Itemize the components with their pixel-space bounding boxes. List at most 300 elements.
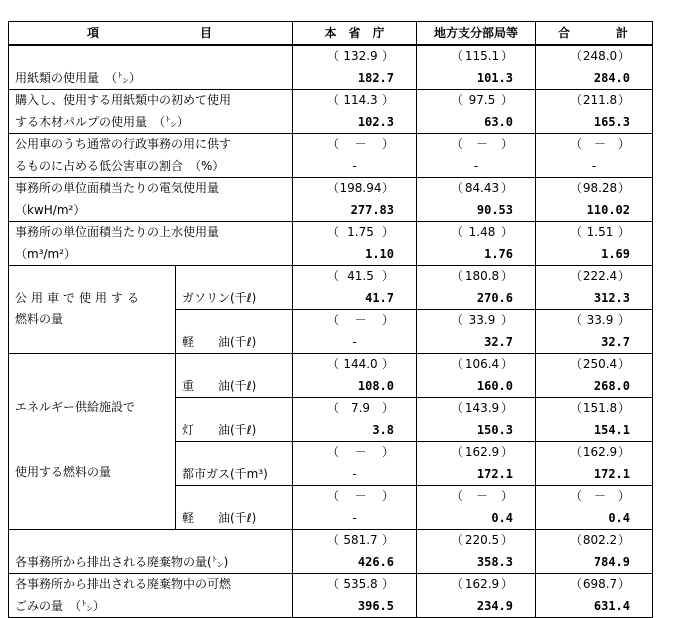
paren-close: ） <box>500 137 513 151</box>
value: 631.4 <box>593 598 630 613</box>
value: 284.0 <box>593 70 630 85</box>
paren-value <box>293 442 416 464</box>
paren-open: （ <box>327 137 340 151</box>
value: 63.0 <box>484 114 513 129</box>
value: - <box>352 466 357 481</box>
value: 110.02 <box>586 202 630 217</box>
paren-number: 698.7 <box>582 577 618 591</box>
paren-close: ） <box>381 269 394 283</box>
paren-close: ） <box>500 445 513 459</box>
paren-open: （ <box>451 225 464 239</box>
paren-number: 802.2 <box>582 533 618 547</box>
row-label-line2: （m³/m²） <box>15 246 77 261</box>
sub-label <box>176 442 293 486</box>
paren-value <box>417 574 535 596</box>
value-cell <box>417 398 536 442</box>
paren-open: （ <box>570 181 583 195</box>
paren-open: （ <box>327 445 340 459</box>
paren-value <box>536 222 652 244</box>
value: - <box>473 158 479 173</box>
group-label-line: 公用車で使用する <box>15 290 144 305</box>
paren-close: ） <box>381 401 394 415</box>
sub-label <box>176 266 293 310</box>
header-honsho: 本 省 庁 <box>293 22 417 46</box>
group-label-line <box>9 354 175 376</box>
sub-spacer <box>176 354 292 376</box>
paren-open: （ <box>570 401 583 415</box>
value-cell <box>536 530 653 574</box>
table-body <box>9 45 653 618</box>
value-cell <box>293 178 417 222</box>
paren-close: ） <box>500 181 513 195</box>
paren-close: ） <box>617 49 630 63</box>
paren-open: （ <box>570 93 583 107</box>
paren-close: ） <box>381 445 394 459</box>
paren-value <box>536 574 652 596</box>
sub-label <box>176 486 293 530</box>
paren-open: （ <box>327 49 340 63</box>
value-cell <box>293 574 417 618</box>
value: 182.7 <box>357 70 394 85</box>
paren-value <box>536 266 652 288</box>
group-label-line: エネルギー供給施設で <box>15 400 136 414</box>
paren-number: － <box>475 489 488 503</box>
value: 784.9 <box>593 554 630 569</box>
paren-open: （ <box>327 269 340 283</box>
header-item-left: 項 <box>87 26 100 40</box>
value-cell <box>536 574 653 618</box>
paren-value <box>536 398 652 420</box>
paren-close: ） <box>617 489 630 503</box>
value-cell <box>293 530 417 574</box>
sub-spacer <box>176 310 292 332</box>
paren-open: （ <box>570 357 583 371</box>
paren-open: （ <box>327 357 340 371</box>
value: 1.69 <box>601 246 630 261</box>
paren-value <box>417 134 535 156</box>
paren-number: 106.4 <box>464 357 500 371</box>
paren-open: （ <box>570 225 583 239</box>
sub-name: 灯 油(千ℓ) <box>182 422 257 437</box>
paren-open: （ <box>327 313 340 327</box>
paren-number: 162.9 <box>582 445 618 459</box>
row-label-line2: るものに占める低公害車の割合 （%） <box>15 158 225 173</box>
data-table <box>8 21 653 618</box>
paren-value <box>293 178 416 200</box>
sub-label <box>176 354 293 398</box>
group-label <box>9 266 176 354</box>
paren-open: （ <box>451 577 464 591</box>
value: 358.3 <box>476 554 513 569</box>
sub-label <box>176 398 293 442</box>
value-cell <box>536 178 653 222</box>
value: 101.3 <box>476 70 513 85</box>
group-label-line: 使用する燃料の量 <box>15 464 112 479</box>
header-gokei-left: 合 <box>558 26 571 40</box>
value: 150.3 <box>476 422 513 437</box>
paren-open: （ <box>327 225 340 239</box>
sub-label <box>176 310 293 354</box>
sub-name: ガソリン(千ℓ) <box>182 290 257 305</box>
paren-number: 115.1 <box>464 49 500 63</box>
value-cell <box>536 486 653 530</box>
paren-number: 98.28 <box>582 181 618 195</box>
paren-close: ） <box>381 225 394 239</box>
row-label-line2: （kwH/m²） <box>15 202 86 217</box>
paren-number: 222.4 <box>582 269 618 283</box>
paren-close: ） <box>617 445 630 459</box>
paren-close: ） <box>381 93 394 107</box>
row-label <box>9 530 293 574</box>
value-cell <box>293 45 417 90</box>
value-cell <box>293 90 417 134</box>
value-cell <box>417 310 536 354</box>
value-cell <box>417 90 536 134</box>
group-label-line <box>9 331 175 353</box>
sub-name: 軽 油(千ℓ) <box>182 510 257 525</box>
paren-number: － <box>593 137 606 151</box>
row-label <box>9 574 293 618</box>
value-cell <box>536 134 653 178</box>
paren-close: ） <box>500 313 513 327</box>
table-row <box>9 530 653 574</box>
paren-number: 97.5 <box>468 93 496 107</box>
row-label <box>9 90 293 134</box>
paren-close: ） <box>617 137 630 151</box>
value-cell <box>536 442 653 486</box>
paren-value <box>536 354 652 376</box>
value-cell <box>293 134 417 178</box>
paren-number: － <box>354 445 367 459</box>
group-label-line <box>9 483 175 505</box>
paren-number: 220.5 <box>464 533 500 547</box>
paren-number: 180.8 <box>464 269 500 283</box>
value-cell <box>536 90 653 134</box>
value-cell <box>417 266 536 310</box>
row-label-line1: 各事務所から排出される廃棄物中の可燃 <box>15 577 232 591</box>
paren-number: 132.9 <box>343 49 378 63</box>
value: 32.7 <box>484 334 513 349</box>
paren-value <box>293 486 416 508</box>
paren-number: 1.48 <box>468 225 496 239</box>
table-row <box>9 178 653 222</box>
paren-close: ） <box>617 181 630 195</box>
paren-number: 248.0 <box>582 49 618 63</box>
paren-value <box>536 134 652 156</box>
value: - <box>352 510 357 525</box>
paren-value <box>417 310 535 332</box>
value-cell <box>536 266 653 310</box>
value-cell <box>536 398 653 442</box>
paren-value <box>417 398 535 420</box>
paren-number: 114.3 <box>343 93 378 107</box>
paren-close: ） <box>381 489 394 503</box>
paren-number: 1.75 <box>347 225 374 239</box>
paren-number: 250.4 <box>582 357 618 371</box>
paren-open: （ <box>570 137 583 151</box>
value: - <box>352 158 357 173</box>
group-label-line: 燃料の量 <box>15 312 64 326</box>
paren-number: 84.43 <box>464 181 500 195</box>
paren-value <box>293 354 416 376</box>
value: 234.9 <box>476 598 513 613</box>
value: 0.4 <box>491 510 513 525</box>
paren-number: 198.94 <box>339 181 382 195</box>
paren-close: ） <box>617 93 630 107</box>
paren-value <box>536 530 652 552</box>
group-label-line <box>9 419 175 441</box>
paren-open: （ <box>327 489 340 503</box>
paren-close: ） <box>381 313 394 327</box>
paren-open: （ <box>570 269 583 283</box>
paren-value <box>293 530 416 552</box>
paren-close: ） <box>617 533 630 547</box>
paren-open: （ <box>451 93 464 107</box>
paren-open: （ <box>451 445 464 459</box>
paren-close: ） <box>617 225 630 239</box>
value: 270.6 <box>476 290 513 305</box>
value: 3.8 <box>372 422 394 437</box>
row-label-line1 <box>9 530 292 552</box>
table-row <box>9 266 653 310</box>
header-gokei-right: 計 <box>615 26 628 40</box>
paren-close: ） <box>500 93 513 107</box>
value: 165.3 <box>593 114 630 129</box>
paren-open: （ <box>570 445 583 459</box>
value: 0.4 <box>608 510 630 525</box>
paren-close: ） <box>500 269 513 283</box>
paren-value <box>293 310 416 332</box>
paren-open: （ <box>451 49 464 63</box>
group-label <box>9 354 176 530</box>
paren-open: （ <box>451 401 464 415</box>
value: 102.3 <box>357 114 394 129</box>
paren-value <box>417 178 535 200</box>
paren-value <box>536 46 652 68</box>
value-cell <box>417 486 536 530</box>
paren-close: ） <box>381 357 394 371</box>
row-label <box>9 45 293 90</box>
row-label-line1: 事務所の単位面積当たりの電気使用量 <box>15 181 220 195</box>
row-label-line1: 購入し、使用する用紙類中の初めて使用 <box>15 93 232 107</box>
header-row <box>9 22 653 46</box>
paren-value <box>293 46 416 68</box>
value-cell <box>293 398 417 442</box>
paren-close: ） <box>500 357 513 371</box>
row-label-line1 <box>9 46 292 68</box>
paren-value <box>536 486 652 508</box>
paren-value <box>536 310 652 332</box>
value: 172.1 <box>476 466 513 481</box>
header-chiho: 地方支分部局等 <box>417 22 536 46</box>
paren-number: － <box>354 313 367 327</box>
row-label-line2: ごみの量 （㌧） <box>15 598 106 613</box>
value-cell <box>293 442 417 486</box>
paren-open: （ <box>451 137 464 151</box>
paren-value <box>536 90 652 112</box>
paren-value <box>417 266 535 288</box>
paren-number: 535.8 <box>343 577 378 591</box>
paren-close: ） <box>617 269 630 283</box>
paren-open: （ <box>451 313 464 327</box>
group-label-line <box>9 440 175 462</box>
value: - <box>591 158 597 173</box>
paren-number: 1.51 <box>586 225 614 239</box>
row-label <box>9 222 293 266</box>
paren-close: ） <box>617 313 630 327</box>
value-cell <box>293 354 417 398</box>
paren-number: 33.9 <box>586 313 614 327</box>
group-label-line <box>9 266 175 288</box>
paren-close: ） <box>381 137 394 151</box>
paren-close: ） <box>500 49 513 63</box>
paren-open: （ <box>451 533 464 547</box>
paren-number: 162.9 <box>464 445 500 459</box>
sub-spacer <box>176 266 292 288</box>
paren-open: （ <box>327 93 340 107</box>
paren-value <box>417 530 535 552</box>
value-cell <box>536 354 653 398</box>
sub-spacer <box>176 442 292 464</box>
paren-close: ） <box>381 533 394 547</box>
paren-value <box>293 398 416 420</box>
paren-open: （ <box>570 577 583 591</box>
paren-value <box>293 90 416 112</box>
value: 108.0 <box>357 378 394 393</box>
header-item-right: 目 <box>199 26 212 40</box>
value-cell <box>417 354 536 398</box>
value-cell <box>417 530 536 574</box>
paren-open: （ <box>570 313 583 327</box>
paren-close: ） <box>500 577 513 591</box>
value: 1.10 <box>365 246 394 261</box>
value: 1.76 <box>484 246 513 261</box>
row-label-line2: する木材パルプの使用量 （㌧） <box>15 114 190 129</box>
paren-open: （ <box>327 181 340 195</box>
paren-value <box>417 442 535 464</box>
paren-value <box>536 178 652 200</box>
paren-number: 581.7 <box>343 533 378 547</box>
paren-close: ） <box>617 401 630 415</box>
value-cell <box>293 310 417 354</box>
value-cell <box>417 178 536 222</box>
paren-number: 162.9 <box>464 577 500 591</box>
value: 90.53 <box>476 202 513 217</box>
sub-name: 軽 油(千ℓ) <box>182 334 257 349</box>
value: 32.7 <box>601 334 630 349</box>
value-cell <box>417 45 536 90</box>
paren-open: （ <box>570 489 583 503</box>
value: 277.83 <box>350 202 394 217</box>
paren-open: （ <box>327 401 340 415</box>
paren-close: ） <box>381 49 394 63</box>
paren-open: （ <box>327 577 340 591</box>
sub-spacer <box>176 486 292 508</box>
value: 160.0 <box>476 378 513 393</box>
row-label-line2: 各事務所から排出される廃棄物の量(㌧) <box>15 554 229 569</box>
paren-value <box>293 266 416 288</box>
paren-close: ） <box>500 225 513 239</box>
value-cell <box>293 266 417 310</box>
paren-number: 41.5 <box>347 269 374 283</box>
value-cell <box>417 442 536 486</box>
paren-close: ） <box>617 357 630 371</box>
value: 41.7 <box>365 290 394 305</box>
paren-number: 144.0 <box>343 357 378 371</box>
sub-name: 都市ガス(千m³) <box>182 466 268 481</box>
paren-value <box>417 354 535 376</box>
paren-close: ） <box>381 577 394 591</box>
sub-name: 重 油(千ℓ) <box>182 378 257 393</box>
paren-open: （ <box>570 533 583 547</box>
paren-close: ） <box>500 401 513 415</box>
group-label-line <box>9 505 175 527</box>
value: 396.5 <box>357 598 394 613</box>
paren-close: ） <box>617 577 630 591</box>
table-row <box>9 45 653 90</box>
paren-value <box>536 442 652 464</box>
value: 154.1 <box>593 422 630 437</box>
table-row <box>9 354 653 398</box>
paren-close: ） <box>500 489 513 503</box>
paren-close: ） <box>500 533 513 547</box>
value: 312.3 <box>593 290 630 305</box>
table-row <box>9 222 653 266</box>
paren-number: 33.9 <box>468 313 496 327</box>
value-cell <box>293 222 417 266</box>
paren-value <box>293 222 416 244</box>
paren-value <box>417 486 535 508</box>
value-cell <box>536 45 653 90</box>
paren-value <box>417 222 535 244</box>
row-label-line1: 公用車のうち通常の行政事務の用に供す <box>15 137 232 151</box>
value-cell <box>536 222 653 266</box>
value: 268.0 <box>593 378 630 393</box>
paren-number: － <box>593 489 606 503</box>
value: - <box>352 334 357 349</box>
paren-value <box>293 134 416 156</box>
header-gokei <box>536 22 653 46</box>
paren-number: － <box>475 137 488 151</box>
value-cell <box>417 222 536 266</box>
header-item <box>9 22 293 46</box>
row-label <box>9 134 293 178</box>
paren-open: （ <box>570 49 583 63</box>
value-cell <box>417 574 536 618</box>
sub-spacer <box>176 398 292 420</box>
paren-value <box>417 46 535 68</box>
paren-number: 143.9 <box>464 401 500 415</box>
paren-number: － <box>354 137 367 151</box>
value-cell <box>536 310 653 354</box>
value: 426.6 <box>357 554 394 569</box>
row-label-line2: 用紙類の使用量 （㌧） <box>15 70 142 85</box>
paren-number: 151.8 <box>582 401 618 415</box>
value-cell <box>417 134 536 178</box>
paren-open: （ <box>451 489 464 503</box>
paren-value <box>417 90 535 112</box>
paren-value <box>293 574 416 596</box>
paren-number: 7.9 <box>350 401 371 415</box>
value-cell <box>293 486 417 530</box>
paren-open: （ <box>451 357 464 371</box>
paren-open: （ <box>451 181 464 195</box>
paren-number: 211.8 <box>582 93 618 107</box>
row-label <box>9 178 293 222</box>
table-row <box>9 90 653 134</box>
group-label-line <box>9 376 175 398</box>
value: 172.1 <box>593 466 630 481</box>
